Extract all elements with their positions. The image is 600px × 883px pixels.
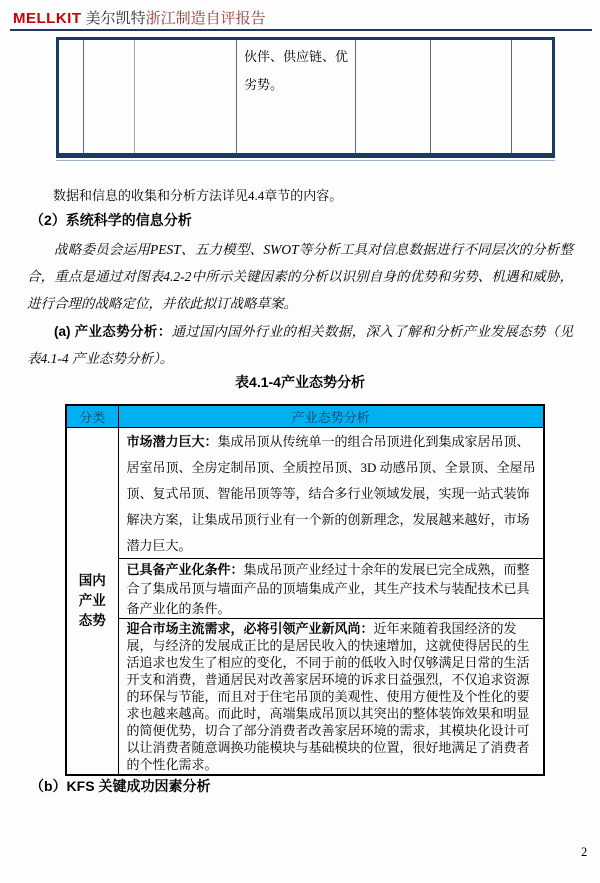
industry-trend-table	[65, 404, 545, 776]
table-row	[66, 618, 544, 775]
heading-system-info-analysis: （2）系统科学的信息分析	[30, 212, 192, 228]
industry-analysis-lead: (a) 产业态势分析：	[54, 324, 172, 339]
table-caption: 表4.1-4产业态势分析	[235, 374, 365, 390]
report-header	[13, 7, 266, 28]
page-number: 2	[581, 845, 588, 859]
document-title: 浙江制造自评报告	[145, 11, 266, 27]
paragraph-strategy-committee: 战略委员会运用PEST、五力模型、SWOT等分析工具对信息数据进行不同层次的分析整合，重点是通过对图表4.2-2中所示关键因素的分析以识别自身的优势和劣势、机遇和威胁，进行合理的战略定位，并依此拟订战略草案。	[27, 242, 573, 311]
paragraph-industry-trend	[27, 318, 573, 372]
header-cell-analysis: 产业态势分析	[118, 405, 544, 427]
table-cell-empty	[135, 40, 237, 153]
continued-table-fragment	[56, 37, 555, 158]
table-row	[66, 427, 544, 558]
company-name: 美尔凯特	[81, 10, 146, 27]
table-header-row	[66, 405, 544, 427]
category-cell: 国内产业态势	[66, 427, 118, 775]
industry-analysis-text: 通过国内国外行业的相关数据，深入了解和分析产业发展态势（见表4.1-4 产业态势分析）。	[27, 324, 574, 366]
table-cell-empty	[59, 40, 84, 153]
header-cell-category: 分类	[66, 405, 118, 427]
table-row	[66, 558, 544, 618]
brand-logo-text: MELLKIT	[13, 10, 82, 27]
row-mainstream-demand: 迎合市场主流需求，必将引领产业新风尚：近年来随着我国经济的发展，与经济的发展成正比的是居民收入的快速增加，这就使得居民的生活追求也发生了相应的变化，不同于前的低收入时仅够满足日常的生活开支和消费，普通居民对改善家居环境的诉求日益强烈，不仅追求资源的环保与节能，而且对于住宅吊顶的美观性、使用方便性及个性化的要求也越来越高。而此时，高端集成吊顶以其突出的整体装饰效果和明显的简便优势，切合了部分消费者改善家居环境的需求，其模块化设计可以让消费者随意调换功能模块与基础模块的位置，很好地满足了消费者的个性化需求。	[118, 618, 544, 775]
table-cell-empty	[84, 40, 135, 153]
table-cell-empty	[356, 40, 431, 153]
table-cell-empty	[431, 40, 512, 153]
table-cell-text: 伙伴、供应链、优劣势。	[237, 40, 356, 153]
heading-kfs-analysis: （b）KFS 关键成功因素分析	[30, 778, 211, 794]
paragraph-data-collection: 数据和信息的收集和分析方法详见4.4章节的内容。	[53, 188, 343, 203]
table-cell-empty	[512, 40, 552, 153]
header-divider	[10, 29, 592, 31]
row-industrialization: 已具备产业化条件：集成吊顶产业经过十余年的发展已完全成熟，而整合了集成吊顶与墙面产品的顶墙集成产业，其生产技术与装配技术已具备产业化的条件。	[118, 558, 544, 618]
row-market-potential: 市场潜力巨大：集成吊顶从传统单一的组合吊顶进化到集成家居吊顶、居室吊顶、全房定制吊顶、全质控吊顶、3D 动感吊顶、全景顶、全屋吊顶、复式吊顶、智能吊顶等等，结合多行业领域发展，实现一站式装饰解决方案，让集成吊顶行业有一个新的创新理念，发展越来越好，市场潜力巨大。	[118, 427, 544, 558]
